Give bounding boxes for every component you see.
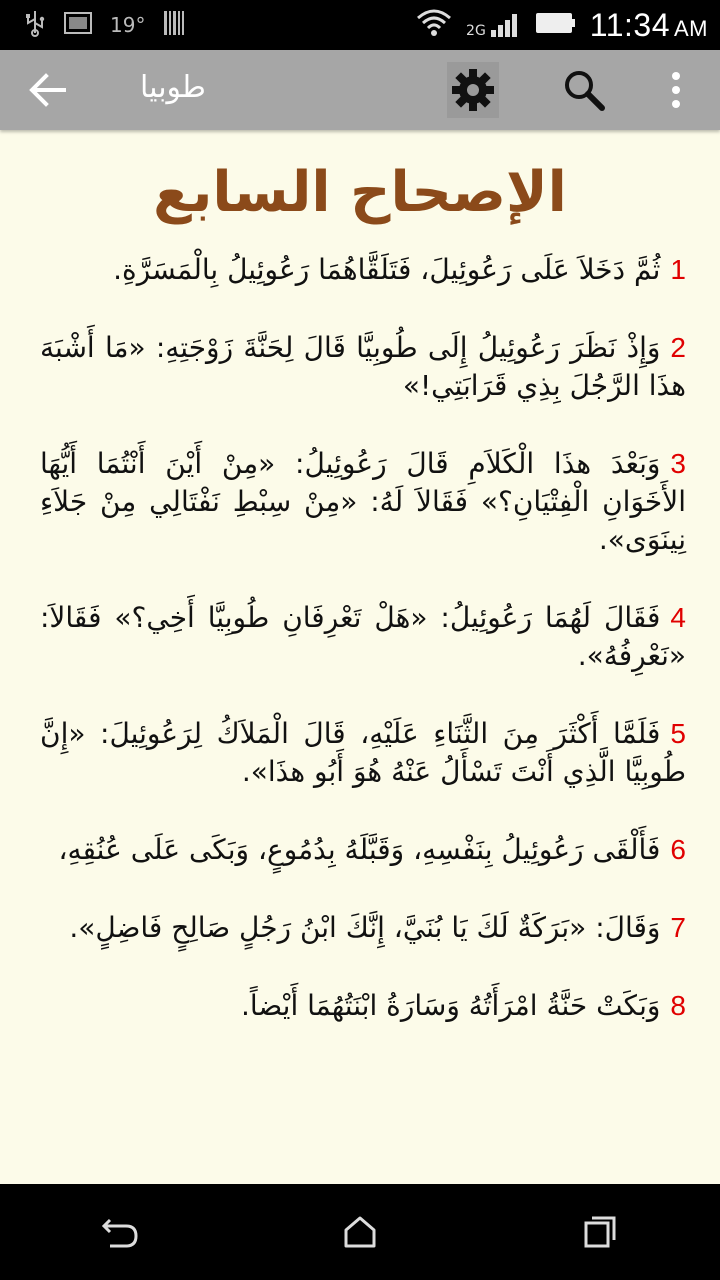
arrow-left-icon <box>28 72 68 108</box>
verse-text: وَإِذْ نَظَرَ رَعُوئِيلُ إِلَى طُوبِيَّا قَالَ لِحَنَّةَ زَوْجَتِهِ: «مَا أَشْبَهَ هذَا الرَّجُلَ بِذِي قَرَابَتِي!» <box>40 331 686 402</box>
image-icon <box>64 12 92 39</box>
verse[interactable] <box>40 251 686 289</box>
verse-text: وَبَكَتْ حَنَّةُ امْرَأَتُهُ وَسَارَةُ ابْنَتُهُمَا أَيْضاً. <box>240 989 661 1022</box>
verse-number: 8 <box>670 990 686 1021</box>
status-bar <box>0 0 720 50</box>
verse[interactable] <box>40 599 686 675</box>
verse-number: 4 <box>670 602 686 633</box>
signal-icon <box>466 12 520 38</box>
nav-home-button[interactable] <box>320 1192 400 1272</box>
verse-list <box>0 251 720 1025</box>
verse[interactable] <box>40 831 686 869</box>
verse[interactable] <box>40 987 686 1025</box>
verse-text: وَقَالَ: «بَرَكَةٌ لَكَ يَا بُنَيَّ، إِنَّكَ ابْنُ رَجُلٍ صَالِحٍ فَاضِلٍ». <box>69 911 661 944</box>
verse[interactable] <box>40 329 686 405</box>
search-icon <box>562 68 606 112</box>
wifi-icon <box>416 8 452 43</box>
gear-icon <box>450 67 496 113</box>
verse[interactable] <box>40 445 686 559</box>
temperature-text: 19° <box>110 13 146 37</box>
overflow-menu-button[interactable] <box>660 62 692 118</box>
usb-icon <box>24 9 46 42</box>
signal-label: 2G <box>466 23 486 39</box>
verse-text: فَلَمَّا أَكْثَرَ مِنَ الثَّنَاءِ عَلَيْهِ، قَالَ الْمَلاَكُ لِرَعُوئِيلَ: «إِنَّ طُوبِيَّا الَّذِي أَنْتَ تَسْأَلُ عَنْهُ هُوَ أَبُو هذَا». <box>40 717 686 788</box>
nav-home-icon <box>342 1214 378 1250</box>
chapter-title: الإصحاح السابع <box>153 160 567 225</box>
verse-text: فَأَلْقَى رَعُوئِيلُ بِنَفْسِهِ، وَقَبَّلَهُ بِدُمُوعٍ، وَبَكَى عَلَى عُنُقِهِ، <box>58 833 661 866</box>
verse-text: وَبَعْدَ هذَا الْكَلاَمِ قَالَ رَعُوئِيلُ: «مِنْ أَيْنَ أَنْتُمَا أَيُّهَا الأَخَوَانِ الْفِتْيَانِ؟» فَقَالاَ لَهُ: «مِنْ سِبْطِ نَفْتَالِي مِنْ جَلاَءِ نِينَوَى». <box>40 447 686 556</box>
verse-number: 3 <box>670 448 686 479</box>
search-button[interactable] <box>558 62 610 118</box>
nav-back-icon <box>100 1214 140 1250</box>
verse-number: 7 <box>670 912 686 943</box>
barcode-icon <box>163 10 185 41</box>
page-title: طوبيا <box>140 70 206 105</box>
verse-text: فَقَالَ لَهُمَا رَعُوئِيلُ: «هَلْ تَعْرِفَانِ طُوبِيَّا أَخِي؟» فَقَالاَ: «نَعْرِفُهُ». <box>40 601 686 672</box>
settings-button[interactable] <box>447 62 499 118</box>
verse[interactable] <box>40 909 686 947</box>
status-system <box>416 7 720 44</box>
nav-back-button[interactable] <box>80 1192 160 1272</box>
verse[interactable] <box>40 715 686 791</box>
verse-number: 2 <box>670 332 686 363</box>
verse-number: 6 <box>670 834 686 865</box>
app-toolbar <box>0 50 720 130</box>
verse-number: 5 <box>670 718 686 749</box>
back-button[interactable] <box>22 64 74 116</box>
chapter-reader[interactable] <box>0 130 720 1184</box>
clock-ampm: AM <box>674 15 708 41</box>
verse-number: 1 <box>670 254 686 285</box>
status-notifications <box>0 9 185 42</box>
battery-icon <box>534 11 576 40</box>
clock-time: 11:34 <box>589 6 670 43</box>
nav-recents-button[interactable] <box>560 1192 640 1272</box>
more-vert-icon <box>670 70 682 110</box>
nav-recents-icon <box>582 1214 618 1250</box>
system-nav-bar <box>0 1184 720 1280</box>
verse-text: ثُمَّ دَخَلاَ عَلَى رَعُوئِيلَ، فَتَلَقَّاهُمَا رَعُوئِيلُ بِالْمَسَرَّةِ. <box>113 253 661 286</box>
clock <box>590 7 708 44</box>
